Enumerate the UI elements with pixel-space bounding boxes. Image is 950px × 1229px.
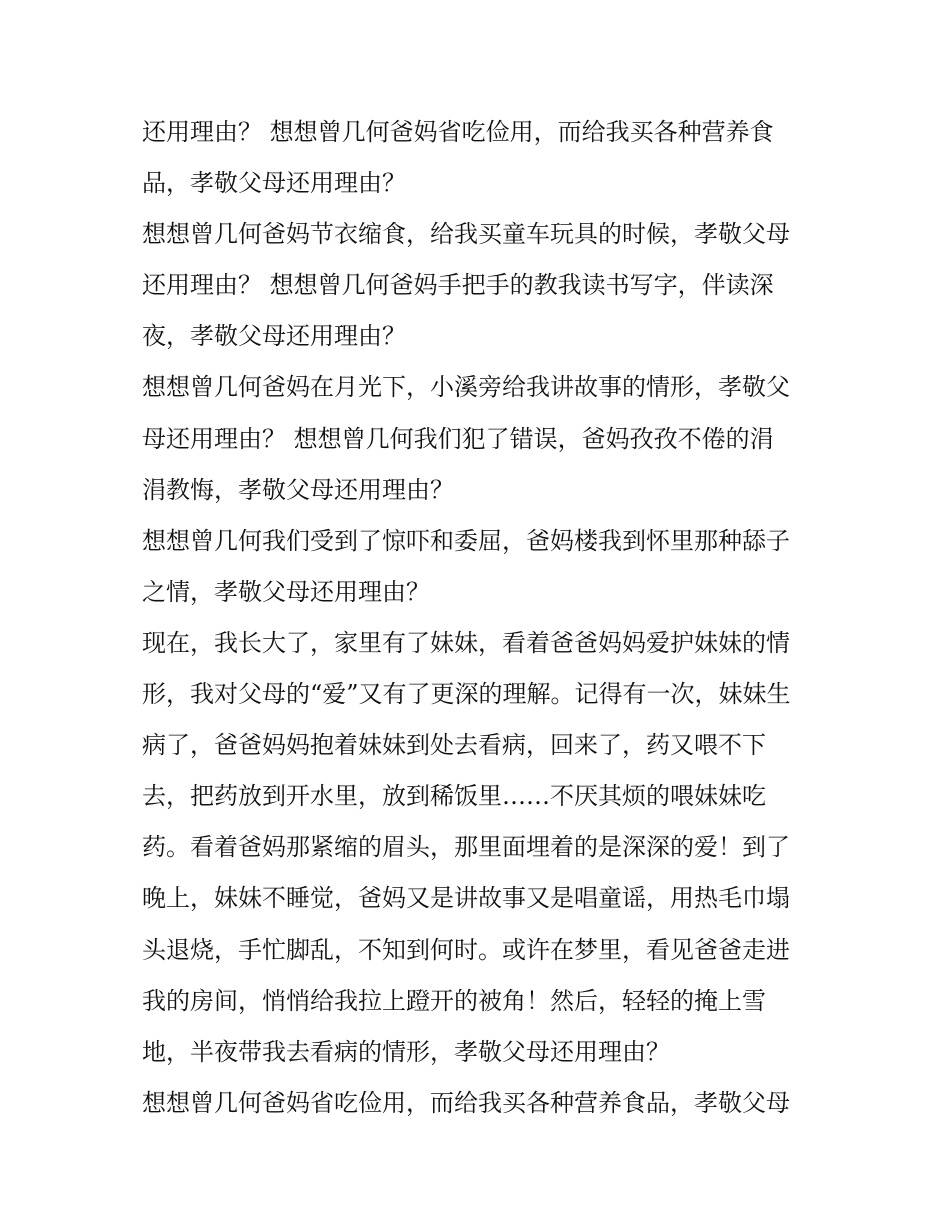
- text-line: 还用理由？ 想想曾几何爸妈手把手的教我读书写字，伴读深: [142, 271, 774, 300]
- text-line: 还用理由？ 想想曾几何爸妈省吃俭用，而给我买各种营养食: [142, 118, 774, 146]
- text-line: 想想曾几何我们受到了惊吓和委屈，爸妈楼我到怀里那种舔子: [142, 526, 790, 555]
- text-line: 病了，爸爸妈妈抱着妹妹到处去看病，回来了，药又喂不下: [142, 731, 766, 760]
- text-line: 形，我对父母的“爱”又有了更深的理解。记得有一次，妹妹生: [142, 680, 791, 709]
- text-line: 涓教悔，孝敬父母还用理由？: [142, 475, 454, 504]
- document-body: [142, 107, 822, 1129]
- text-line: 品，孝敬父母还用理由？: [142, 169, 406, 198]
- text-line: 晚上，妹妹不睡觉，爸妈又是讲故事又是唱童谣，用热毛巾塌: [142, 884, 790, 913]
- text-line: 药。看着爸妈那紧缩的眉头，那里面埋着的是深深的爱！到了: [142, 833, 790, 862]
- text-line: 去，把药放到开水里，放到稀饭里……不厌其烦的喂妹妹吃: [142, 782, 766, 811]
- text-line: 之情，孝敬父母还用理由？: [142, 577, 430, 606]
- text-line: 想想曾几何爸妈节衣缩食，给我买童车玩具的时候，孝敬父母: [142, 220, 790, 249]
- text-line: 我的房间，悄悄给我拉上蹬开的被角！然后，轻轻的掩上雪: [142, 986, 766, 1015]
- text-line: 夜，孝敬父母还用理由？: [142, 322, 406, 351]
- text-line: 头退烧，手忙脚乱，不知到何时。或许在梦里，看见爸爸走进: [142, 935, 790, 964]
- text-line: 想想曾几何爸妈在月光下，小溪旁给我讲故事的情形，孝敬父: [142, 373, 790, 402]
- text-line: 母还用理由？ 想想曾几何我们犯了错误，爸妈孜孜不倦的涓: [142, 424, 774, 453]
- text-line: 地，半夜带我去看病的情形，孝敬父母还用理由？: [142, 1037, 670, 1066]
- text-line: 现在，我长大了，家里有了妹妹，看着爸爸妈妈爱护妹妹的情: [142, 628, 790, 657]
- text-line: 想想曾几何爸妈省吃俭用，而给我买各种营养食品，孝敬父母: [142, 1088, 790, 1117]
